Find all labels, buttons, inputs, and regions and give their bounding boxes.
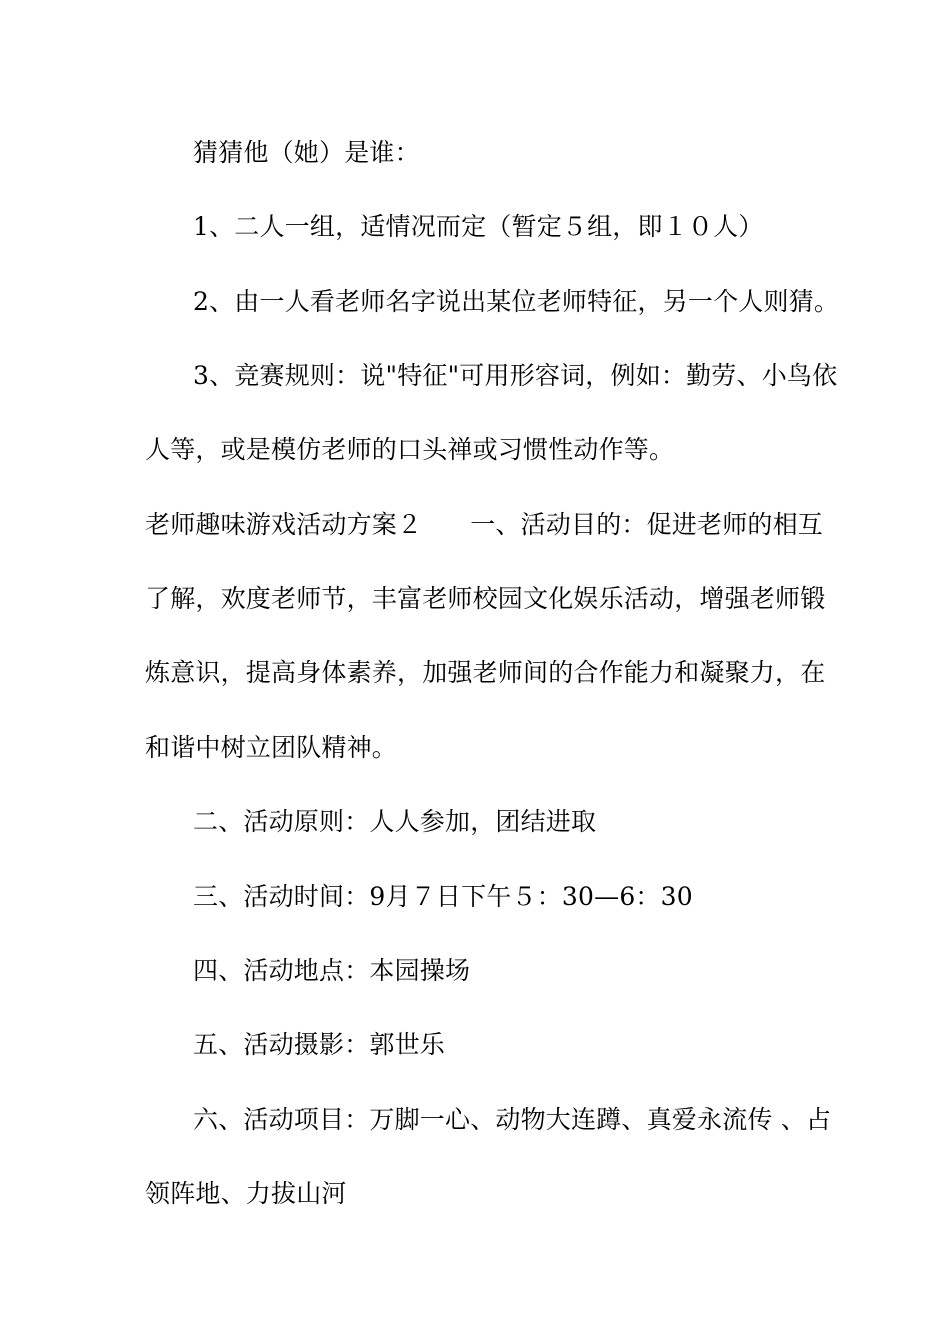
paragraph-rule-1: 1、二人一组，适情况而定（暂定５组，即１０人） [193, 212, 764, 241]
activity-purpose-line-2: 了解，欢度老师节，丰富老师校园文化娱乐活动，增强老师锻 [145, 584, 826, 613]
paragraph-guess-who-heading: 猜猜他（她）是谁： [193, 138, 420, 167]
paragraph-rule-3-line-2: 人等，或是模仿老师的口头禅或习惯性动作等。 [145, 435, 675, 464]
section-title-line [0, 507, 950, 543]
activity-principle: 二、活动原则：人人参加，团结进取 [193, 807, 597, 836]
activity-location: 四、活动地点：本园操场 [193, 956, 471, 985]
activity-purpose-line-4: 和谐中树立团队精神。 [145, 733, 398, 762]
activity-photographer: 五、活动摄影：郭世乐 [193, 1030, 446, 1059]
plan-title: 老师趣味游戏活动方案２ [145, 510, 423, 539]
paragraph-rule-3-line-1: 3、竞赛规则：说"特征"可用形容词，例如：勤劳、小鸟依 [193, 361, 838, 390]
activity-items-line-1: 六、活动项目：万脚一心、动物大连蹲、真爱永流传 、占 [193, 1105, 832, 1134]
activity-purpose-start: 一、活动目的：促进老师的相互 [470, 510, 824, 539]
activity-items-line-2: 领阵地、力拔山河 [145, 1179, 347, 1208]
activity-purpose-line-3: 炼意识，提高身体素养，加强老师间的合作能力和凝聚力，在 [145, 658, 826, 687]
activity-time: 三、活动时间：9月７日下午５：30—6：30 [193, 882, 693, 911]
paragraph-rule-2: 2、由一人看老师名字说出某位老师特征，另一个人则猜。 [193, 287, 840, 316]
